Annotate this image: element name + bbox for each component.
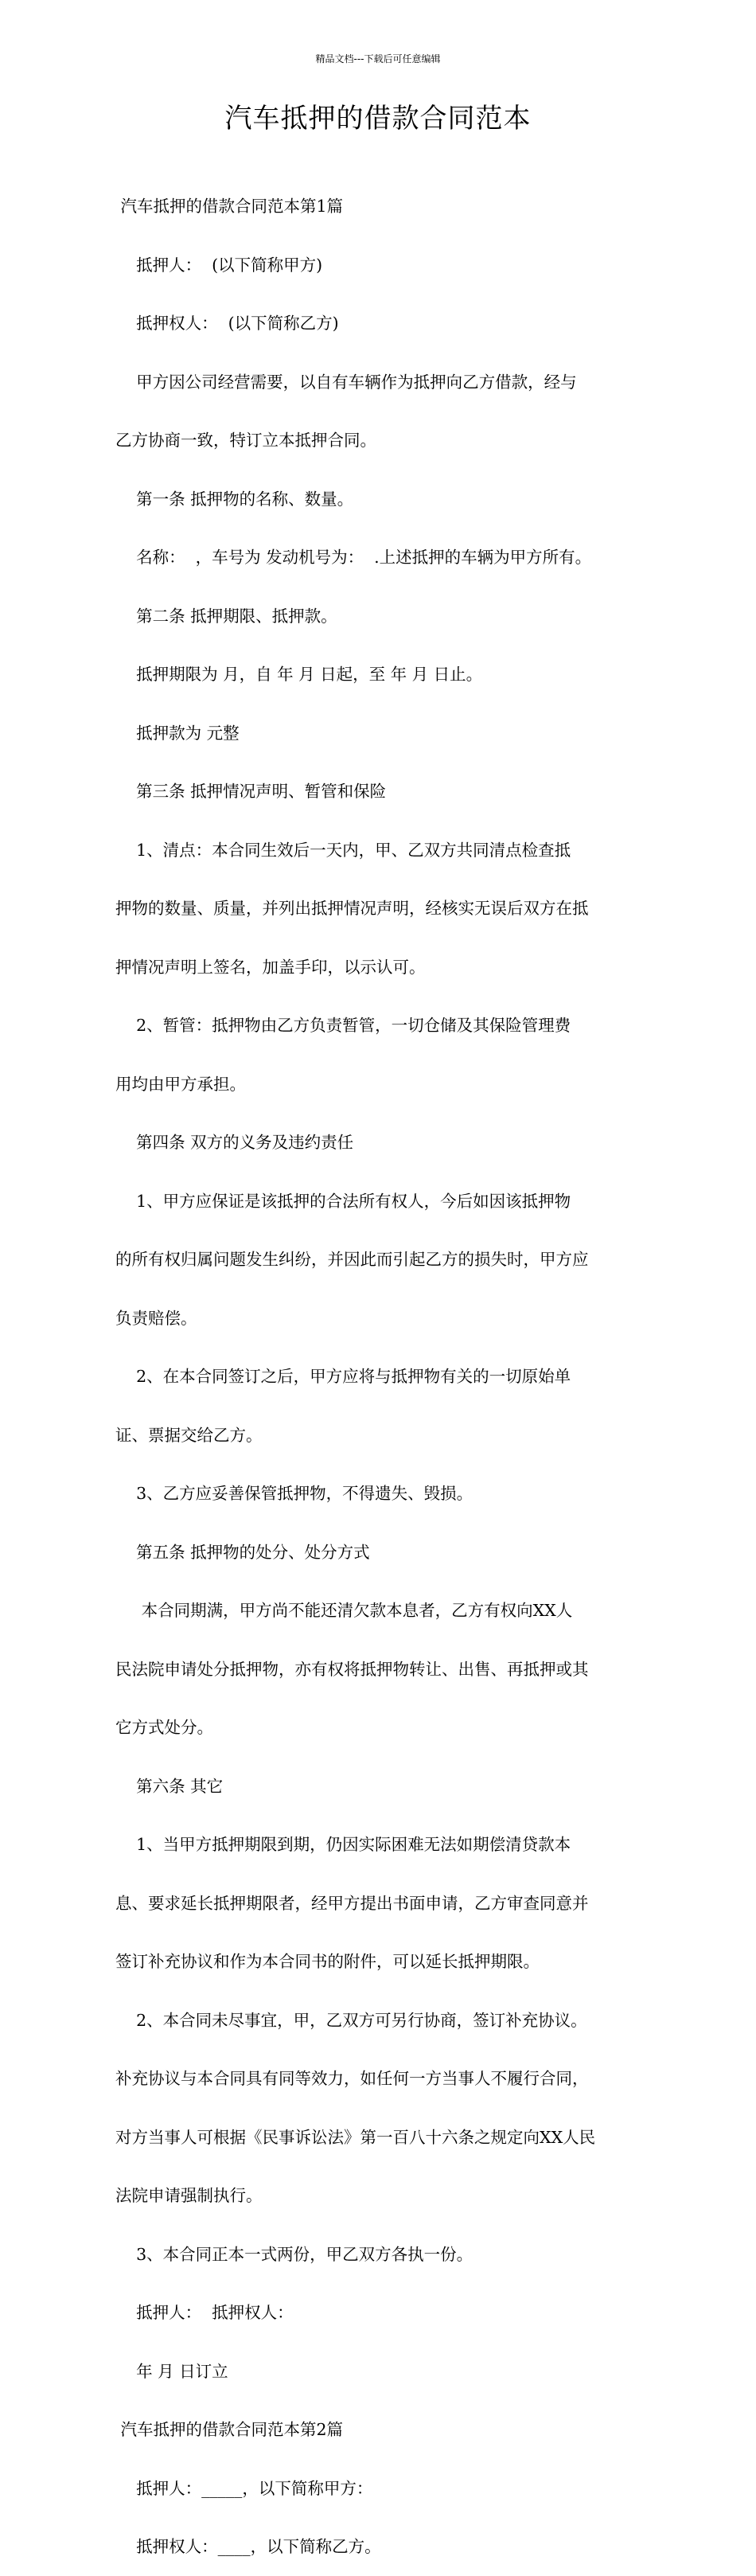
body-line: 第五条 抵押物的处分、处分方式: [115, 1542, 370, 1562]
body-line: 抵押权人：____，以下简称乙方。: [115, 2537, 381, 2556]
body-line: 对方当事人可根据《民事诉讼法》第一百八十六条之规定向XX人民: [115, 2127, 596, 2147]
body-line: 抵押人： 抵押权人：: [115, 2303, 294, 2322]
header-note: 精品文档---下载后可任意编辑: [315, 53, 441, 64]
body-line: 它方式处分。: [115, 1718, 213, 1737]
body-line: 本合同期满，甲方尚不能还清欠款本息者，乙方有权向XX人: [115, 1601, 573, 1620]
body-line: 甲方因公司经营需要，以自有车辆作为抵押向乙方借款，经与: [115, 372, 577, 392]
body-line: 押物的数量、质量，并列出抵押情况声明，经核实无误后双方在抵: [115, 899, 589, 918]
document-title: 汽车抵押的借款合同范本: [224, 103, 532, 135]
body-line: 1、当甲方抵押期限到期，仍因实际困难无法如期偿清贷款本: [115, 1835, 571, 1854]
body-line: 抵押权人： (以下简称乙方): [115, 314, 339, 333]
body-line: 3、乙方应妥善保管抵押物，不得遗失、毁损。: [115, 1484, 473, 1503]
body-line: 名称： ，车号为 发动机号为： .上述抵押的车辆为甲方所有。: [115, 548, 592, 567]
body-line: 年 月 日订立: [115, 2361, 228, 2381]
body-line: 2、本合同未尽事宜，甲，乙双方可另行协商，签订补充协议。: [115, 2010, 587, 2030]
body-line: 民法院申请处分抵押物，亦有权将抵押物转让、出售、再抵押或其: [115, 1659, 589, 1679]
body-line: 第二条 抵押期限、抵押款。: [115, 606, 337, 626]
document-body: [115, 158, 657, 2576]
body-line: 签订补充协议和作为本合同书的附件，可以延长抵押期限。: [115, 1952, 540, 1971]
body-line: 2、在本合同签订之后，甲方应将与抵押物有关的一切原始单: [115, 1367, 571, 1386]
body-line: 押情况声明上签名，加盖手印，以示认可。: [115, 957, 426, 977]
body-line: 第一条 抵押物的名称、数量。: [115, 489, 354, 509]
body-line: 汽车抵押的借款合同范本第1篇: [115, 197, 344, 216]
body-line: 负责赔偿。: [115, 1308, 197, 1328]
body-line: 用均由甲方承担。: [115, 1074, 246, 1094]
body-line: 的所有权归属问题发生纠纷，并因此而引起乙方的损失时，甲方应: [115, 1250, 589, 1269]
body-line: 第四条 双方的义务及违约责任: [115, 1133, 354, 1152]
body-line: 补充协议与本合同具有同等效力，如任何一方当事人不履行合同，: [115, 2069, 589, 2088]
body-line: 3、本合同正本一式两份，甲乙双方各执一份。: [115, 2244, 473, 2264]
body-line: 法院申请强制执行。: [115, 2186, 263, 2205]
body-line: 抵押人： (以下简称甲方): [115, 255, 323, 275]
body-line: 抵押人：_____，以下简称甲方：: [115, 2478, 373, 2498]
body-line: 第三条 抵押情况声明、暂管和保险: [115, 782, 387, 801]
body-line: 1、甲方应保证是该抵押的合法所有权人，今后如因该抵押物: [115, 1191, 571, 1211]
body-line: 证、票据交给乙方。: [115, 1425, 263, 1445]
body-line: 1、清点：本合同生效后一天内，甲、乙双方共同清点检查抵: [115, 840, 571, 860]
body-line: 抵押期限为 月，自 年 月 日起，至 年 月 日止。: [115, 665, 483, 684]
body-line: 乙方协商一致，特订立本抵押合同。: [115, 431, 376, 450]
body-line: 第六条 其它: [115, 1776, 224, 1796]
body-line: 汽车抵押的借款合同范本第2篇: [115, 2420, 344, 2439]
body-line: 2、暂管：抵押物由乙方负责暂管，一切仓储及其保险管理费: [115, 1016, 571, 1035]
body-line: 抵押款为 元整: [115, 723, 240, 743]
body-line: 息、要求延长抵押期限者，经甲方提出书面申请，乙方审查同意并: [115, 1893, 589, 1913]
